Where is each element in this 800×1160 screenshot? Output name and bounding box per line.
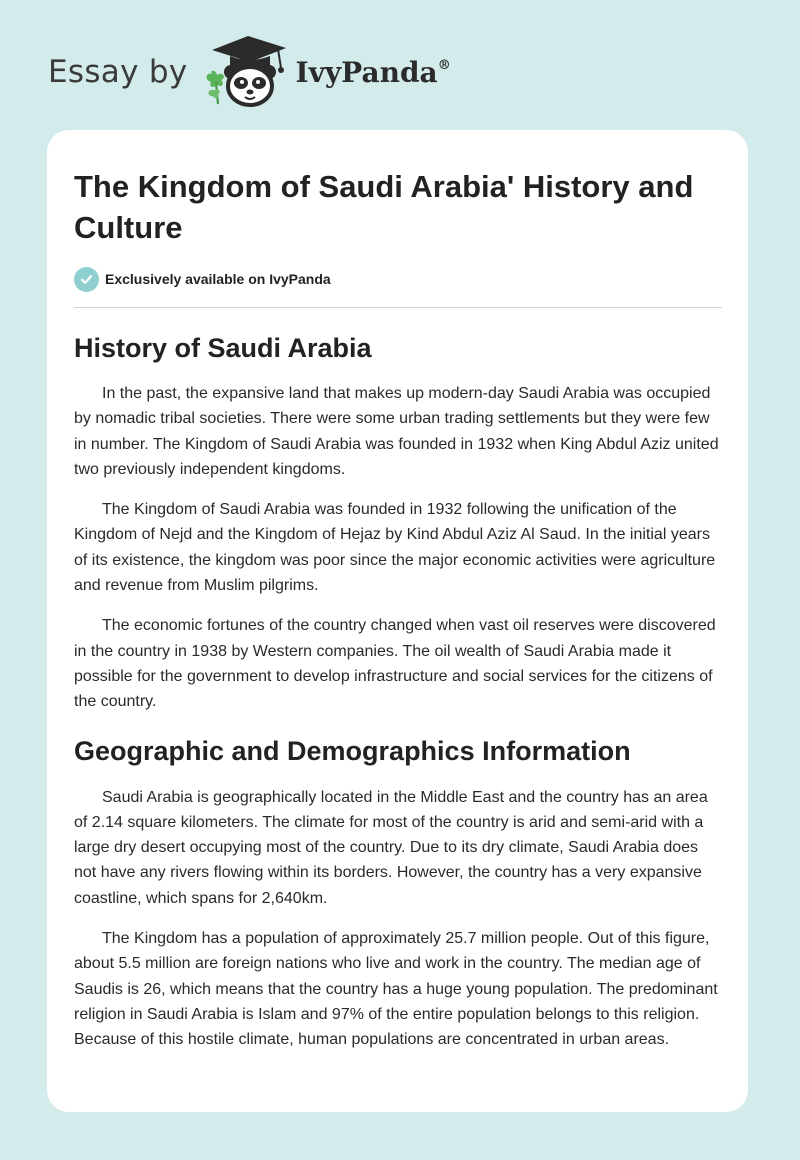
- section-heading: History of Saudi Arabia: [74, 333, 372, 363]
- exclusive-label: Exclusively available on IvyPanda: [105, 271, 331, 287]
- essay-title: The Kingdom of Saudi Arabia' History and Culture: [74, 169, 694, 245]
- ivypanda-logo-icon: [202, 34, 294, 110]
- exclusive-badge: [74, 266, 722, 292]
- registered-mark: ®: [437, 57, 451, 73]
- title-divider: [74, 307, 722, 308]
- paragraph: The Kingdom has a population of approximately 25.7 million people. Out of this figure, about 5.5 million are foreign nations who live and work in the country. The median age of Saudis is 26, which means that the country has a huge young population. The predominant religion in Saudi Arabia is Islam and 97% of the entire population belongs to this religion. Because of this hostile climate, human populations are concentrated in urban areas.: [74, 930, 718, 1049]
- ivypanda-wordmark: IvyPanda®: [295, 55, 451, 89]
- paragraph: In the past, the expansive land that makes up modern-day Saudi Arabia was occupied by nomadic tribal societies. There were some urban trading settlements but they were few in number. The Kingdom of Saudi Arabia was founded in 1932 when King Abdul Aziz united two previously independent kingdoms.: [74, 385, 719, 478]
- paragraph: Saudi Arabia is geographically located in the Middle East and the country has an area of 2.14 square kilometers. The climate for most of the country is arid and semi-arid with a large dry desert occupying most of the country. Due to its dry climate, Saudi Arabia does not have any rivers flowing within its borders. However, the country has a very expansive coastline, which spans for 2,640km.: [74, 788, 708, 907]
- paragraph: The Kingdom of Saudi Arabia was founded in 1932 following the unification of the Kingdom of Nejd and the Kingdom of Hejaz by Kind Abdul Aziz Al Saud. In the initial years of its existence, the kingdom was poor since the major economic activities were agriculture and revenue from Muslim pilgrims.: [74, 501, 716, 595]
- essay-by-label: Essay by: [48, 54, 188, 90]
- essay-card: [47, 130, 748, 1112]
- paragraph: The economic fortunes of the country changed when vast oil reserves were discovered in the country in 1938 by Western companies. The oil wealth of Saudi Arabia made it possible for the government to develop infrastructure and social services for the citizens of the country.: [74, 617, 716, 711]
- brand-header: [48, 34, 451, 110]
- check-icon: [74, 267, 99, 292]
- section-heading: Geographic and Demographics Information: [74, 735, 631, 766]
